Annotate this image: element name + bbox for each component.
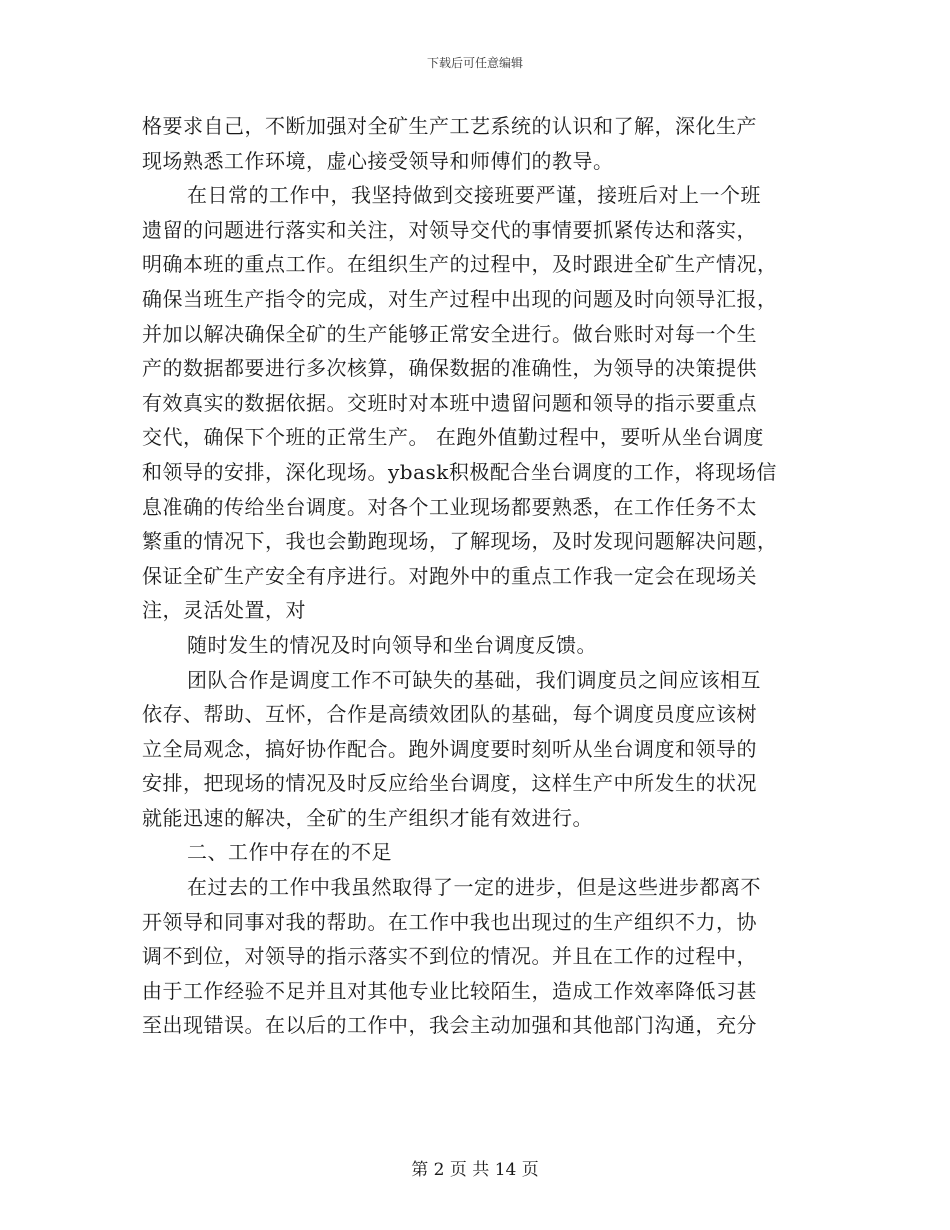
text-line: 团队合作是调度工作不可缺失的基础，我们调度员之间应该相互 [187,667,761,692]
text-line: 保证全矿生产安全有序进行。对跑外中的重点工作我一定会在现场关 [142,563,757,588]
text-line: 交代，确保下个班的正常生产。 在跑外值勤过程中，要听从坐台调度 [142,425,764,450]
text-line: 明确本班的重点工作。在组织生产的过程中，及时跟进全矿生产情况， [142,252,778,277]
text-line: 随时发生的情况及时向领导和坐台调度反馈。 [187,632,597,657]
page-header: 下载后可任意编辑 [426,56,523,70]
text-line: 确保当班生产指令的完成，对生产过程中出现的问题及时向领导汇报， [142,286,778,311]
text-line: 由于工作经验不足并且对其他专业比较陌生，造成工作效率降低习甚 [142,978,757,1003]
body-text [142,109,822,1043]
text-line: 依存、帮助、互怀，合作是高绩效团队的基础，每个调度员度应该树 [142,702,757,727]
text-line: 注，灵活处置，对 [142,598,306,623]
text-line: 现场熟悉工作环境，虚心接受领导和师傅们的教导。 [142,148,614,173]
paragraph [142,628,822,663]
text-line: 安排，把现场的情况及时反应给坐台调度，这样生产中所发生的状况 [142,771,757,796]
text-line: 繁重的情况下，我也会勤跑现场，了解现场，及时发现问题解决问题， [142,529,778,554]
paragraph [142,835,822,870]
paragraph [142,870,822,1043]
text-line: 息准确的传给坐台调度。对各个工业现场都要熟悉，在工作任务不太 [142,494,757,519]
paragraph [142,109,822,178]
text-line: 遗留的问题进行落实和关注，对领导交代的事情要抓紧传达和落实， [142,217,757,242]
paragraph [142,663,822,836]
text-line: 产的数据都要进行多次核算，确保数据的准确性，为领导的决策提供 [142,356,757,381]
text-line: 立全局观念，搞好协作配合。跑外调度要时刻听从坐台调度和领导的 [142,736,757,761]
text-line: 调不到位，对领导的指示落实不到位的情况。并且在工作的过程中， [142,944,757,969]
text-line: 在日常的工作中，我坚持做到交接班要严谨，接班后对上一个班 [187,183,761,208]
text-line: 有效真实的数据依据。交班时对本班中遗留问题和领导的指示要重点 [142,390,757,415]
text-line: 并加以解决确保全矿的生产能够正常安全进行。做台账时对每一个生 [142,321,757,346]
text-line: 二、工作中存在的不足 [187,840,392,865]
text-line: 开领导和同事对我的帮助。在工作中我也出现过的生产组织不力，协 [142,909,757,934]
text-line: 在过去的工作中我虽然取得了一定的进步，但是这些进步都离不 [187,875,761,900]
paragraph [142,178,822,628]
text-line: 就能迅速的解决，全矿的生产组织才能有效进行。 [142,805,593,830]
page-number-footer: 第 2 页 共 14 页 [411,1160,539,1180]
text-line: 至出现错误。在以后的工作中，我会主动加强和其他部门沟通，充分 [142,1013,757,1038]
text-line: 格要求自己，不断加强对全矿生产工艺系统的认识和了解，深化生产 [142,114,757,138]
text-line: 和领导的安排，深化现场。ybask积极配合坐台调度的工作，将现场信 [142,459,777,484]
